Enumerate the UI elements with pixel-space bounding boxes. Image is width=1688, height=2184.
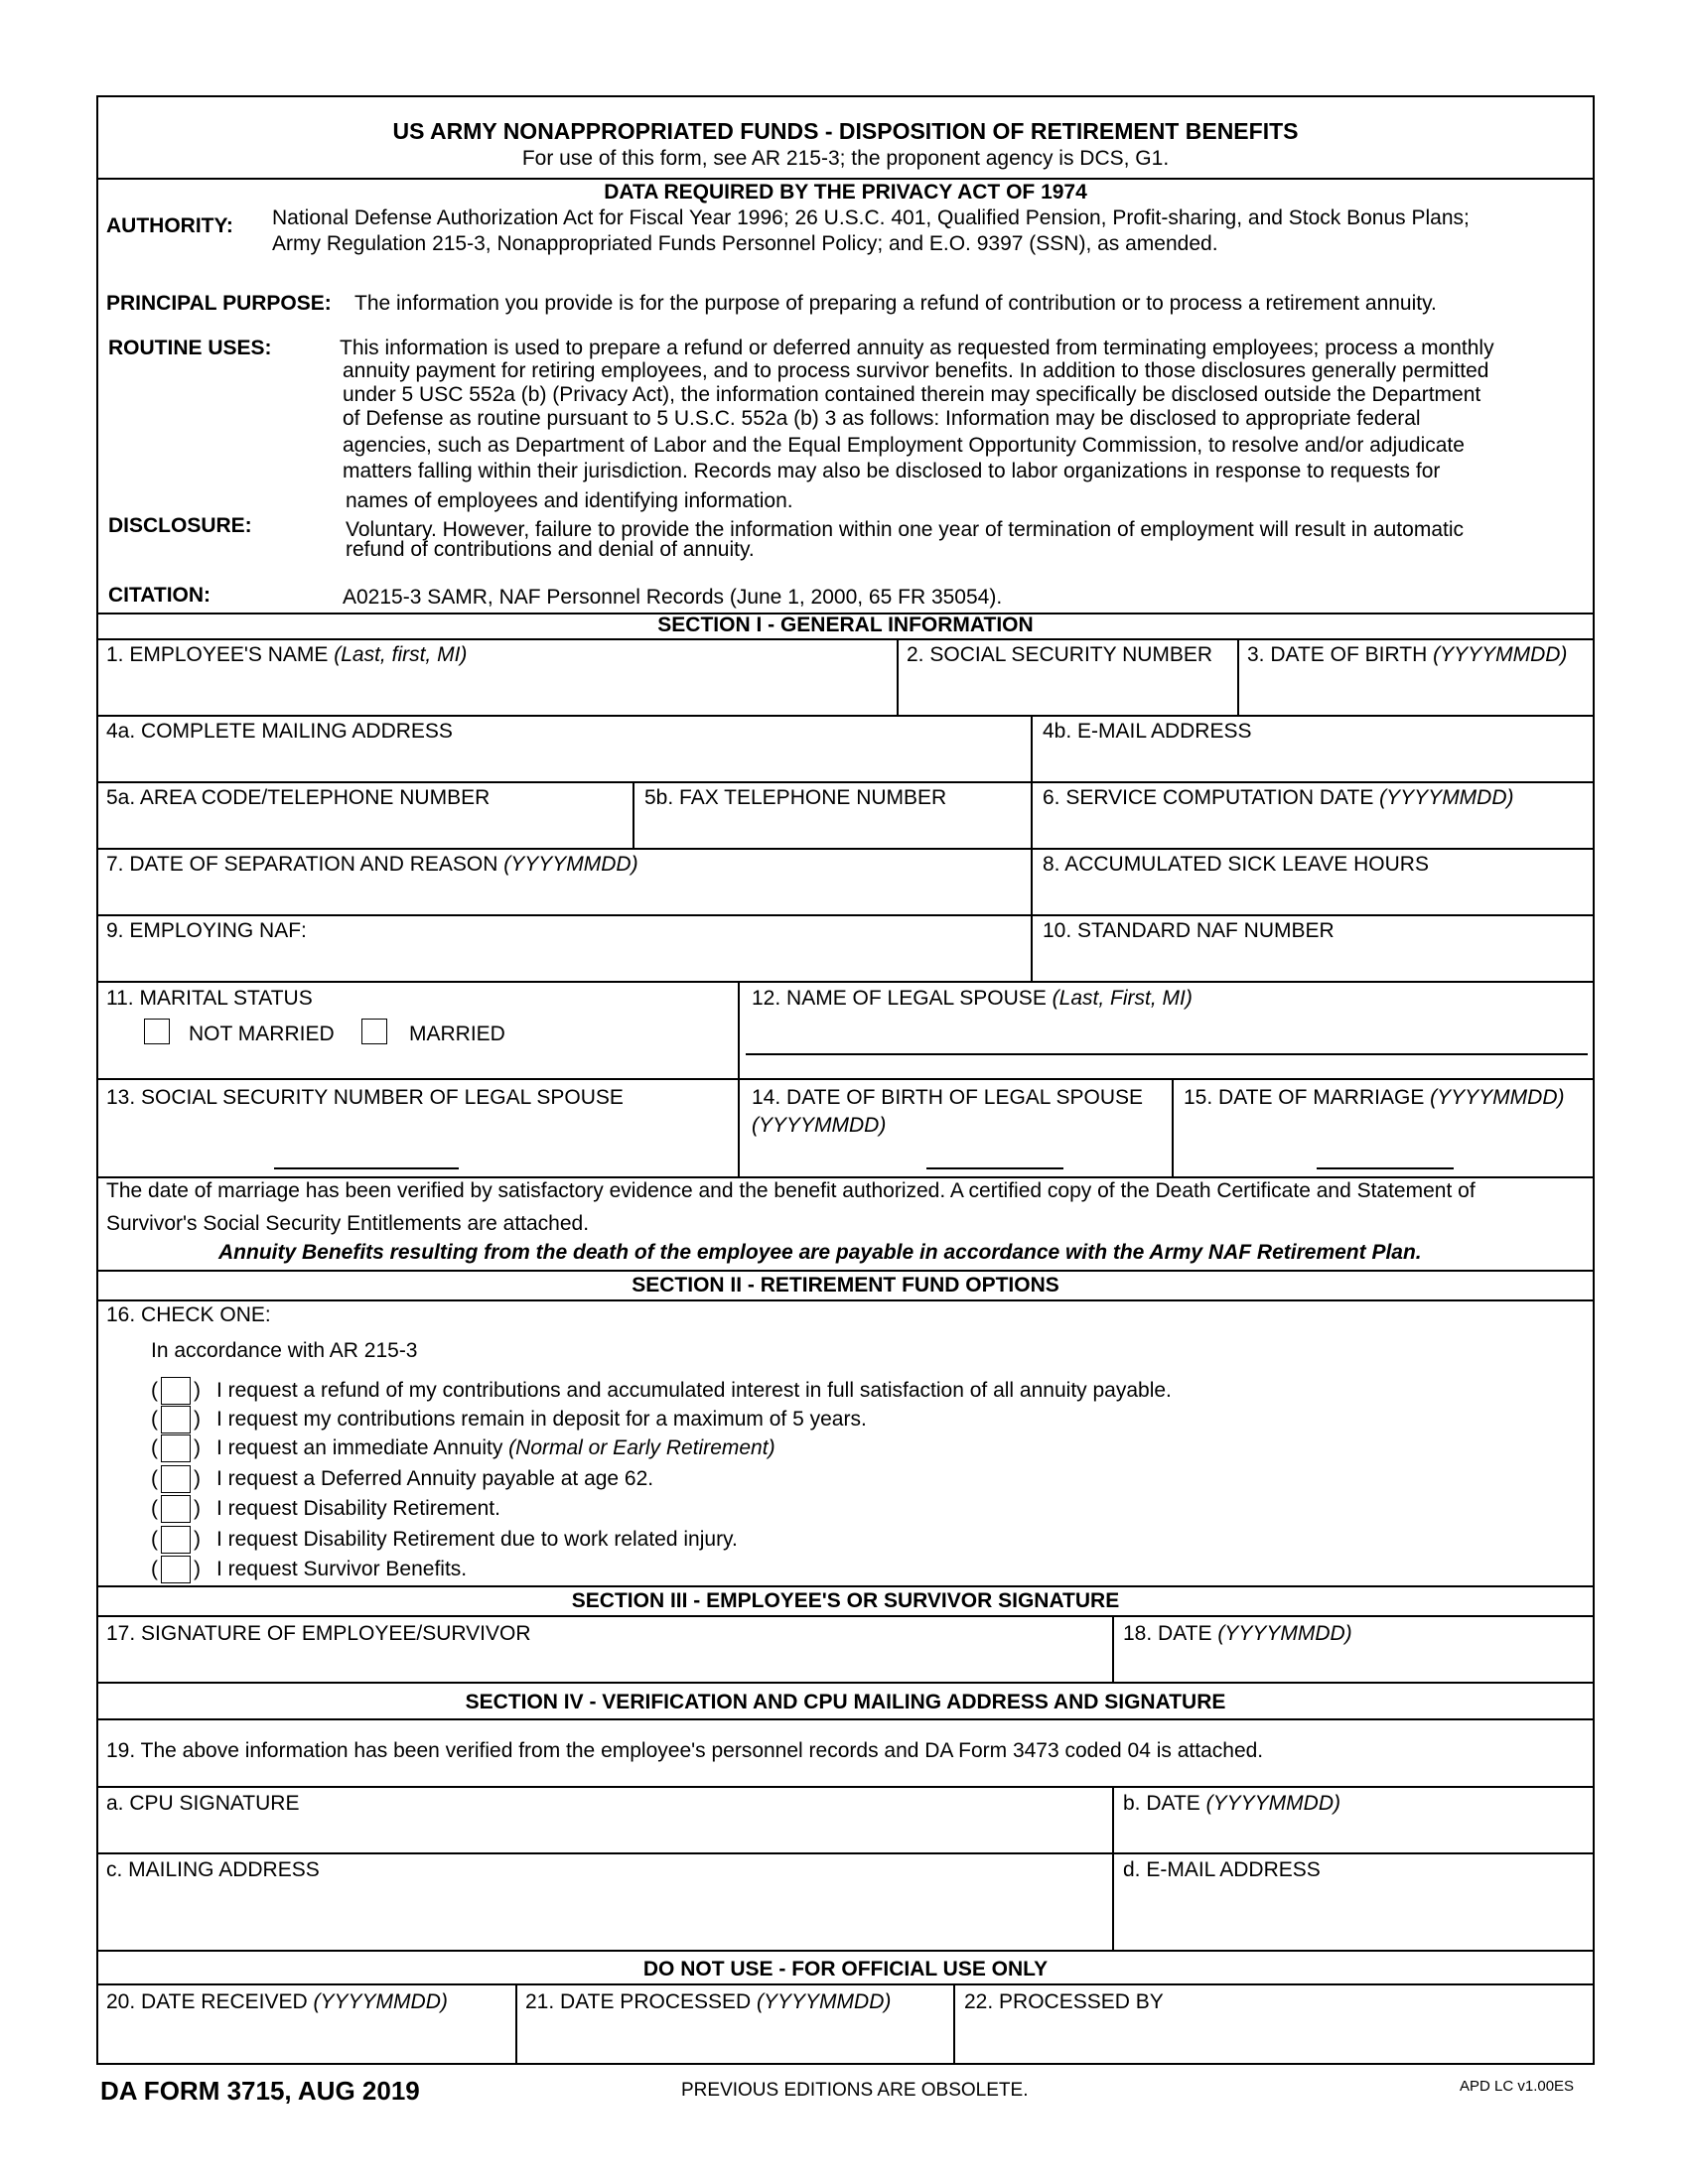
routine-line-7: names of employees and identifying information. <box>346 489 793 512</box>
option-survivor-label: I request Survivor Benefits. <box>216 1558 468 1580</box>
field-8-label: 8. ACCUMULATED SICK LEAVE HOURS <box>1043 853 1429 876</box>
standard-naf-number-input[interactable] <box>1035 944 1591 980</box>
annuity-note: Annuity Benefits resulting from the death of the employee are payable in accordance with the Army NAF Retirement Plan. <box>218 1241 1422 1264</box>
cpu-signature-field[interactable] <box>100 1817 1110 1852</box>
signature-employee-field[interactable] <box>100 1646 1110 1682</box>
date-of-marriage-input[interactable] <box>1317 1142 1454 1167</box>
field-17-label: 17. SIGNATURE OF EMPLOYEE/SURVIVOR <box>106 1622 531 1645</box>
processed-by-input[interactable] <box>957 2015 1591 2061</box>
field-18-label: 18. DATE (YYYYMMDD) <box>1123 1622 1352 1645</box>
routine-line-3: under 5 USC 552a (b) (Privacy Act), the information contained therein may specifically be disclosed outside the Department <box>343 383 1481 406</box>
field-22-label: 22. PROCESSED BY <box>964 1990 1164 2013</box>
field-14-label: 14. DATE OF BIRTH OF LEGAL SPOUSE <box>752 1086 1144 1109</box>
field-14-hint: (YYYYMMDD) <box>752 1114 887 1137</box>
field-10-label: 10. STANDARD NAF NUMBER <box>1043 919 1335 942</box>
field-16-label: 16. CHECK ONE: <box>106 1303 271 1326</box>
citation-label: CITATION: <box>108 584 211 607</box>
routine-line-2: annuity payment for retiring employees, and to process survivor benefits. In addition to those disclosures generally permitted <box>343 359 1489 382</box>
service-computation-date-input[interactable] <box>1035 811 1591 847</box>
separation-date-input[interactable] <box>100 878 1029 913</box>
field-5b-label: 5b. FAX TELEPHONE NUMBER <box>644 786 947 809</box>
field-11-label: 11. MARITAL STATUS <box>106 987 313 1010</box>
married-checkbox[interactable] <box>361 1019 387 1044</box>
field-19-text: 19. The above information has been verified from the employee's personnel records and DA Form 3473 coded 04 is attached. <box>106 1739 1264 1762</box>
section4-heading: SECTION IV - VERIFICATION AND CPU MAILING ADDRESS AND SIGNATURE <box>465 1691 1226 1713</box>
ssn-input[interactable] <box>901 667 1235 715</box>
purpose-text: The information you provide is for the purpose of preparing a refund of contribution or to process a retirement annuity. <box>354 292 1437 315</box>
section1-heading: SECTION I - GENERAL INFORMATION <box>657 614 1034 636</box>
cpu-email-input[interactable] <box>1116 1883 1591 1949</box>
option-survivor-checkbox[interactable] <box>161 1556 191 1583</box>
fax-input[interactable] <box>636 811 1029 847</box>
field-2-label: 2. SOCIAL SECURITY NUMBER <box>907 643 1213 666</box>
option-deposit-checkbox[interactable] <box>161 1406 191 1433</box>
field-13-label: 13. SOCIAL SECURITY NUMBER OF LEGAL SPOUSE <box>106 1086 624 1109</box>
option-refund-label: I request a refund of my contributions and accumulated interest in full satisfaction of all annuity payable. <box>216 1379 1172 1402</box>
form-id: DA FORM 3715, AUG 2019 <box>100 2076 420 2106</box>
section2-heading: SECTION II - RETIREMENT FUND OPTIONS <box>632 1274 1059 1297</box>
email-input[interactable] <box>1035 745 1591 780</box>
option-disability-label: I request Disability Retirement. <box>216 1497 500 1520</box>
field-21-label: 21. DATE PROCESSED (YYYYMMDD) <box>525 1990 892 2013</box>
date-processed-input[interactable] <box>519 2015 951 2061</box>
authority-label: AUTHORITY: <box>106 214 233 237</box>
version-label: APD LC v1.00ES <box>1460 2078 1575 2095</box>
field-1-label: 1. EMPLOYEE'S NAME (Last, first, MI) <box>106 643 468 666</box>
field-3-label: 3. DATE OF BIRTH (YYYYMMDD) <box>1247 643 1568 666</box>
disclosure-label: DISCLOSURE: <box>108 514 252 537</box>
telephone-input[interactable] <box>100 811 631 847</box>
signature-date-input[interactable] <box>1116 1646 1591 1682</box>
official-use-heading: DO NOT USE - FOR OFFICIAL USE ONLY <box>642 1958 1049 1980</box>
privacy-heading: DATA REQUIRED BY THE PRIVACY ACT OF 1974 <box>604 181 1087 204</box>
option-deposit-label: I request my contributions remain in deposit for a maximum of 5 years. <box>216 1408 867 1431</box>
accordance-text: In accordance with AR 215-3 <box>151 1339 418 1362</box>
routine-line-5: agencies, such as Department of Labor and the Equal Employment Opportunity Commission, to resolve and/or adjudicate <box>343 434 1465 457</box>
date-received-input[interactable] <box>100 2015 513 2061</box>
married-label: MARRIED <box>409 1023 505 1045</box>
mailing-address-input[interactable] <box>100 745 1029 780</box>
authority-text-2: Army Regulation 215-3, Nonappropriated Funds Personnel Policy; and E.O. 9397 (SSN), as amended. <box>272 232 1218 255</box>
citation-text: A0215-3 SAMR, NAF Personnel Records (June 1, 2000, 65 FR 35054). <box>343 586 1003 609</box>
option-deferred-annuity-checkbox[interactable] <box>161 1465 191 1493</box>
spouse-name-input[interactable] <box>746 1013 1588 1052</box>
field-b-label: b. DATE (YYYYMMDD) <box>1123 1792 1340 1815</box>
spouse-dob-input[interactable] <box>926 1142 1063 1167</box>
field-20-label: 20. DATE RECEIVED (YYYYMMDD) <box>106 1990 448 2013</box>
option-immediate-annuity-checkbox[interactable] <box>161 1434 191 1462</box>
spouse-ssn-input[interactable] <box>274 1142 459 1167</box>
option-deferred-annuity-label: I request a Deferred Annuity payable at age 62. <box>216 1467 654 1490</box>
option-disability-checkbox[interactable] <box>161 1495 191 1523</box>
verify-line-2: Survivor's Social Security Entitlements are attached. <box>106 1212 590 1235</box>
sick-leave-input[interactable] <box>1035 878 1591 913</box>
employee-name-input[interactable] <box>100 667 895 715</box>
field-a-label: a. CPU SIGNATURE <box>106 1792 300 1815</box>
field-9-label: 9. EMPLOYING NAF: <box>106 919 307 942</box>
obsolete-notice: PREVIOUS EDITIONS ARE OBSOLETE. <box>681 2080 1029 2101</box>
routine-uses-label: ROUTINE USES: <box>108 337 272 359</box>
purpose-label: PRINCIPAL PURPOSE: <box>106 292 332 315</box>
field-12-label: 12. NAME OF LEGAL SPOUSE (Last, First, MI) <box>752 987 1193 1010</box>
authority-text-1: National Defense Authorization Act for Fiscal Year 1996; 26 U.S.C. 401, Qualified Pension, Profit-sharing, and Stock Bonus Plans; <box>272 206 1470 229</box>
option-refund-checkbox[interactable] <box>161 1377 191 1405</box>
field-6-label: 6. SERVICE COMPUTATION DATE (YYYYMMDD) <box>1043 786 1514 809</box>
form-title: US ARMY NONAPPROPRIATED FUNDS - DISPOSITION OF RETIREMENT BENEFITS <box>392 118 1299 144</box>
field-c-label: c. MAILING ADDRESS <box>106 1858 320 1881</box>
field-4a-label: 4a. COMPLETE MAILING ADDRESS <box>106 720 453 743</box>
field-4b-label: 4b. E-MAIL ADDRESS <box>1043 720 1252 743</box>
disclosure-line-1: Voluntary. However, failure to provide the information within one year of termination of employment will result in automatic <box>346 518 1464 541</box>
not-married-label: NOT MARRIED <box>189 1023 335 1045</box>
form-subtitle: For use of this form, see AR 215-3; the proponent agency is DCS, G1. <box>521 147 1170 170</box>
field-7-label: 7. DATE OF SEPARATION AND REASON (YYYYMMDD) <box>106 853 638 876</box>
employing-naf-input[interactable] <box>100 944 1029 980</box>
option-disability-injury-label: I request Disability Retirement due to work related injury. <box>216 1528 738 1551</box>
not-married-checkbox[interactable] <box>144 1019 170 1044</box>
section3-heading: SECTION III - EMPLOYEE'S OR SURVIVOR SIGNATURE <box>571 1589 1120 1612</box>
field-15-label: 15. DATE OF MARRIAGE (YYYYMMDD) <box>1184 1086 1565 1109</box>
option-disability-injury-checkbox[interactable] <box>161 1526 191 1554</box>
field-d-label: d. E-MAIL ADDRESS <box>1123 1858 1321 1881</box>
disclosure-line-2: refund of contributions and denial of annuity. <box>346 538 755 561</box>
routine-line-6: matters falling within their jurisdiction. Records may also be disclosed to labor organizations in response to requests for <box>343 460 1441 482</box>
cpu-date-input[interactable] <box>1116 1817 1591 1852</box>
dob-input[interactable] <box>1241 667 1591 715</box>
field-5a-label: 5a. AREA CODE/TELEPHONE NUMBER <box>106 786 491 809</box>
routine-line-4: of Defense as routine pursuant to 5 U.S.C. 552a (b) 3 as follows: Information may be disclosed to appropriate federal <box>343 407 1421 430</box>
routine-line-1: This information is used to prepare a refund or deferred annuity as requested from terminating employees; process a monthly <box>340 337 1494 359</box>
option-immediate-annuity-label: I request an immediate Annuity (Normal or Early Retirement) <box>216 1436 775 1459</box>
verify-line-1: The date of marriage has been verified by satisfactory evidence and the benefit authorized. A certified copy of the Death Certificate and Statement of <box>106 1179 1476 1202</box>
cpu-mailing-address-input[interactable] <box>100 1883 1110 1949</box>
